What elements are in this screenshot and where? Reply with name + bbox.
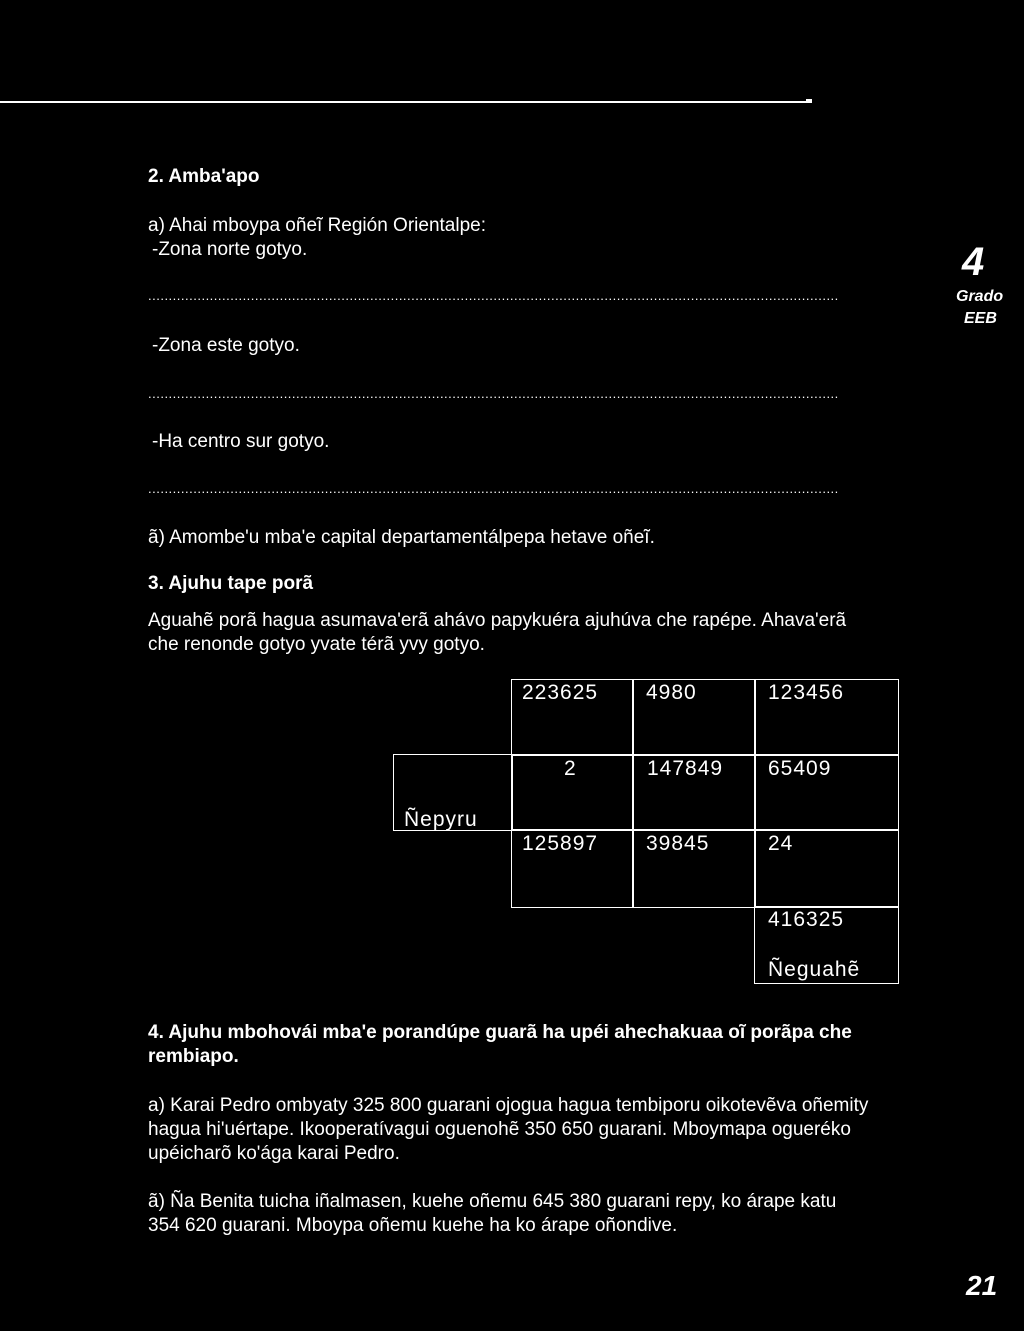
maze-number: 4980 (646, 681, 697, 704)
end-label: Ñeguahẽ (768, 958, 861, 981)
answer-line-east[interactable]: ........................................................................................................................................................................ (148, 386, 839, 401)
problem-b-line-1: ã) Ña Benita tuicha iñalmasen, kuehe oñemu 645 380 guarani repy, ko árape katu (148, 1191, 837, 1212)
zone-east: -Zona este gotyo. (152, 335, 300, 356)
maze-number: 123456 (768, 681, 845, 704)
section-3-line-2: che renonde gotyo yvate térã yvy gotyo. (148, 634, 485, 655)
zone-north: -Zona norte gotyo. (152, 239, 308, 260)
maze-number: 416325 (768, 908, 845, 931)
maze-number: 39845 (646, 832, 710, 855)
problem-a-line-3: upéicharõ ko'ága karai Pedro. (148, 1143, 400, 1164)
header-rule (0, 101, 810, 103)
section-3-line-1: Aguahẽ porã hagua asumava'erã ahávo papykuéra ajuhúva che rapépe. Ahava'erã (148, 610, 847, 631)
section-4-title-2: rembiapo. (148, 1046, 239, 1067)
problem-b-line-2: 354 620 guarani. Mboypa oñemu kuehe ha ko árape oñondive. (148, 1215, 678, 1236)
problem-a-line-2: hagua hi'uértape. Ikooperatívagui oguenohẽ 350 650 guarani. Mboymapa ogueréko (148, 1119, 851, 1140)
answer-line-north[interactable]: ........................................................................................................................................................................ (148, 288, 839, 303)
section-3-title: 3. Ajuhu tape porã (148, 573, 314, 594)
section-2-item-a2: ã) Amombe'u mba'e capital departamentálpepa hetave oñeĩ. (148, 527, 655, 548)
level-label: EEB (964, 310, 997, 327)
page-number: 21 (966, 1270, 998, 1301)
problem-a-line-1: a) Karai Pedro ombyaty 325 800 guarani ojogua hagua tembiporu oikotevẽva oñemity (148, 1095, 869, 1116)
section-4-title-1: 4. Ajuhu mbohovái mba'e porandúpe guarã ha upéi ahechakuaa oĩ porãpa che (148, 1022, 852, 1043)
section-2-title: 2. Amba'apo (148, 166, 260, 187)
section-2-item-a: a) Ahai mboypa oñeĩ Región Orientalpe: (148, 215, 486, 236)
maze-number: 65409 (768, 757, 832, 780)
zone-south: -Ha centro sur gotyo. (152, 431, 330, 452)
header-rule-end (806, 99, 812, 103)
maze-number: 24 (768, 832, 794, 855)
answer-line-south[interactable]: ........................................................................................................................................................................ (148, 481, 839, 496)
maze-number: 223625 (522, 681, 599, 704)
maze-number: 147849 (647, 757, 724, 780)
grade-number: 4 (962, 240, 985, 284)
start-label: Ñepyru (404, 808, 478, 831)
maze-number: 2 (564, 757, 577, 780)
maze-number: 125897 (522, 832, 599, 855)
grade-label: Grado (956, 288, 1004, 305)
